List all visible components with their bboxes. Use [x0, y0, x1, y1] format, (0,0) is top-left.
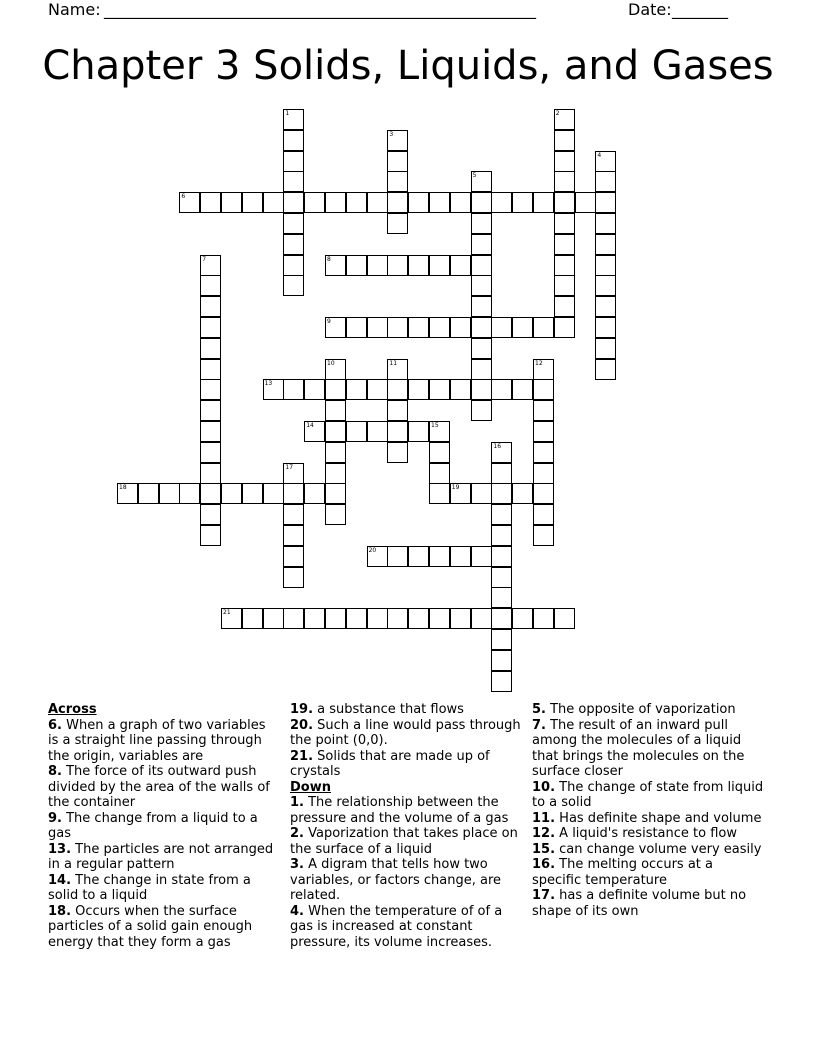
down-clue: [532, 780, 764, 811]
grid-cell[interactable]: [200, 421, 221, 442]
grid-cell[interactable]: [491, 442, 512, 463]
cell-number: 3: [389, 130, 394, 138]
clue-text: The change of state from liquid to a solid: [532, 779, 764, 810]
cell-number: 12: [535, 359, 543, 367]
grid-cell[interactable]: [200, 275, 221, 296]
grid-cell[interactable]: [283, 463, 304, 484]
clue-number: 20.: [290, 717, 314, 733]
grid-cell[interactable]: [325, 359, 346, 380]
grid-cell[interactable]: [408, 546, 429, 567]
grid-cell[interactable]: [491, 192, 512, 213]
grid-cell[interactable]: [387, 255, 408, 276]
grid-cell[interactable]: [491, 525, 512, 546]
across-clue: [290, 718, 522, 749]
clue-text: Vaporization that takes place on the surface of a liquid: [290, 826, 518, 857]
grid-cell[interactable]: [387, 213, 408, 234]
grid-cell[interactable]: [304, 379, 325, 400]
grid-cell[interactable]: [533, 463, 554, 484]
across-clue: [290, 702, 522, 718]
cell-number: 21: [223, 609, 231, 617]
grid-cell[interactable]: [283, 275, 304, 296]
cell-number: 2: [555, 110, 560, 117]
down-clue: [532, 888, 764, 919]
grid-cell[interactable]: [283, 567, 304, 588]
grid-cell[interactable]: [471, 483, 492, 504]
grid-cell[interactable]: [179, 192, 200, 213]
clue-number: 6.: [48, 717, 62, 733]
grid-cell[interactable]: [429, 192, 450, 213]
clue-text: When a graph of two variables is a straight line passing through the origin, variables are: [48, 717, 266, 764]
grid-cell[interactable]: [595, 359, 616, 380]
clue-text: The relationship between the pressure and the volume of a gas: [290, 795, 509, 826]
grid-cell[interactable]: [242, 608, 263, 629]
grid-cell[interactable]: [200, 359, 221, 380]
grid-cell[interactable]: [554, 317, 575, 338]
grid-cell[interactable]: [595, 213, 616, 234]
grid-cell[interactable]: [283, 234, 304, 255]
grid-cell[interactable]: [595, 317, 616, 338]
grid-cell[interactable]: [554, 608, 575, 629]
grid-cell[interactable]: [138, 483, 159, 504]
cell-number: 15: [431, 422, 439, 429]
grid-cell[interactable]: [242, 192, 263, 213]
grid-cell[interactable]: [450, 483, 471, 504]
grid-cell[interactable]: [387, 400, 408, 421]
clue-number: 13.: [48, 841, 72, 857]
grid-cell[interactable]: [346, 317, 367, 338]
grid-cell[interactable]: [471, 171, 492, 192]
grid-cell[interactable]: [304, 192, 325, 213]
grid-cell[interactable]: [263, 608, 284, 629]
clue-number: 12.: [532, 826, 556, 841]
cell-number: 5: [472, 172, 477, 180]
grid-cell[interactable]: [367, 379, 388, 400]
clue-text: A liquid's resistance to flow: [555, 826, 737, 841]
grid-cell[interactable]: [533, 400, 554, 421]
grid-cell[interactable]: [200, 463, 221, 484]
down-clue: [532, 826, 764, 842]
across-clues: [48, 718, 280, 951]
clues-column-2: [290, 702, 522, 950]
grid-cell[interactable]: [283, 255, 304, 276]
grid-cell[interactable]: [304, 608, 325, 629]
grid-cell[interactable]: [595, 338, 616, 359]
grid-cell[interactable]: [263, 379, 284, 400]
clues-column-3: [532, 702, 764, 919]
cell-number: 11: [389, 359, 398, 367]
grid-cell[interactable]: [450, 317, 471, 338]
grid-cell[interactable]: [325, 317, 346, 338]
grid-cell[interactable]: [283, 608, 304, 629]
grid-cell[interactable]: [533, 379, 554, 400]
grid-cell[interactable]: [595, 255, 616, 276]
down-clue: [532, 811, 764, 827]
cell-number: 10: [327, 359, 335, 367]
clue-text: The change from a liquid to a gas: [48, 810, 258, 841]
grid-cell[interactable]: [429, 442, 450, 463]
cell-number: 9: [327, 318, 331, 325]
clue-number: 18.: [48, 903, 72, 919]
grid-cell[interactable]: [179, 483, 200, 504]
grid-cell[interactable]: [387, 317, 408, 338]
cell-number: 20: [368, 546, 377, 554]
grid-cell[interactable]: [408, 379, 429, 400]
clue-number: 2.: [290, 826, 304, 841]
grid-cell[interactable]: [471, 234, 492, 255]
grid-cell[interactable]: [471, 192, 492, 213]
grid-cell[interactable]: [387, 442, 408, 463]
down-clue: [532, 842, 764, 858]
grid-cell[interactable]: [408, 255, 429, 276]
clue-text: Has definite shape and volume: [555, 810, 762, 826]
clue-text: The force of its outward push divided by the area of the walls of the container: [48, 764, 270, 810]
grid-cell[interactable]: [450, 546, 471, 567]
grid-cell[interactable]: [554, 275, 575, 296]
grid-cell[interactable]: [283, 546, 304, 567]
grid-cell[interactable]: [491, 629, 512, 650]
grid-cell[interactable]: [471, 546, 492, 567]
clue-text: The melting occurs at a specific temperature: [532, 857, 713, 888]
grid-cell[interactable]: [471, 317, 492, 338]
grid-cell[interactable]: [554, 255, 575, 276]
grid-cell[interactable]: [283, 171, 304, 192]
across-clue: [48, 904, 280, 951]
grid-cell[interactable]: [387, 151, 408, 172]
grid-cell[interactable]: [346, 608, 367, 629]
down-clue: [532, 718, 764, 780]
grid-cell[interactable]: [512, 192, 533, 213]
grid-cell[interactable]: [554, 234, 575, 255]
grid-cell[interactable]: [387, 421, 408, 442]
grid-cell[interactable]: [533, 525, 554, 546]
grid-cell[interactable]: [595, 151, 616, 172]
grid-cell[interactable]: [325, 400, 346, 421]
grid-cell[interactable]: [200, 255, 221, 276]
grid-cell[interactable]: [387, 379, 408, 400]
grid-cell[interactable]: [387, 546, 408, 567]
grid-cell[interactable]: [200, 338, 221, 359]
grid-cell[interactable]: [221, 483, 242, 504]
across-clue: [48, 842, 280, 873]
clue-number: 3.: [290, 857, 304, 872]
grid-cell[interactable]: [491, 608, 512, 629]
date-field[interactable]: _______: [672, 0, 728, 19]
grid-cell[interactable]: [283, 379, 304, 400]
grid-cell[interactable]: [200, 317, 221, 338]
grid-cell[interactable]: [512, 379, 533, 400]
grid-cell[interactable]: [367, 546, 388, 567]
grid-cell[interactable]: [471, 255, 492, 276]
grid-cell[interactable]: [346, 192, 367, 213]
grid-cell[interactable]: [554, 171, 575, 192]
grid-cell[interactable]: [283, 525, 304, 546]
cell-number: 18: [119, 484, 127, 492]
grid-cell[interactable]: [491, 587, 512, 608]
grid-cell[interactable]: [554, 151, 575, 172]
grid-cell[interactable]: [304, 421, 325, 442]
grid-cell[interactable]: [595, 171, 616, 192]
grid-cell[interactable]: [471, 400, 492, 421]
grid-cell[interactable]: [367, 255, 388, 276]
grid-cell[interactable]: [387, 130, 408, 151]
grid-cell[interactable]: [387, 171, 408, 192]
down-clue: [532, 857, 764, 888]
grid-cell[interactable]: [554, 192, 575, 213]
clue-text: The particles are not arranged in a regular pattern: [48, 841, 274, 872]
clue-text: The opposite of vaporization: [545, 702, 736, 717]
grid-cell[interactable]: [221, 608, 242, 629]
across-clue: [48, 811, 280, 842]
grid-cell[interactable]: [471, 213, 492, 234]
grid-cell[interactable]: [491, 463, 512, 484]
clue-number: 15.: [532, 841, 556, 857]
grid-cell[interactable]: [263, 192, 284, 213]
cell-number: 4: [597, 151, 602, 159]
grid-cell[interactable]: [471, 338, 492, 359]
grid-cell[interactable]: [325, 379, 346, 400]
grid-cell[interactable]: [346, 421, 367, 442]
grid-cell[interactable]: [429, 546, 450, 567]
down-clue: [290, 795, 522, 826]
grid-cell[interactable]: [200, 483, 221, 504]
across-clue: [48, 873, 280, 904]
grid-cell[interactable]: [595, 296, 616, 317]
clue-number: 4.: [290, 903, 304, 919]
grid-cell[interactable]: [304, 483, 325, 504]
grid-cell[interactable]: [408, 421, 429, 442]
clue-text: a substance that flows: [313, 702, 464, 717]
across-clue: [290, 749, 522, 780]
grid-cell[interactable]: [367, 421, 388, 442]
down-clue: [290, 904, 522, 951]
grid-cell[interactable]: [346, 379, 367, 400]
across-clue: [48, 718, 280, 765]
grid-cell[interactable]: [512, 317, 533, 338]
grid-cell[interactable]: [387, 192, 408, 213]
page-title: Chapter 3 Solids, Liquids, and Gases: [42, 43, 774, 89]
grid-cell[interactable]: [533, 483, 554, 504]
grid-cell[interactable]: [450, 192, 471, 213]
grid-cell[interactable]: [595, 192, 616, 213]
clue-text: Such a line would pass through the point (0,0).: [290, 717, 521, 748]
grid-cell[interactable]: [325, 463, 346, 484]
cell-number: 7: [202, 255, 207, 263]
grid-cell[interactable]: [450, 255, 471, 276]
grid-cell[interactable]: [491, 671, 512, 692]
grid-cell[interactable]: [554, 130, 575, 151]
clue-text: A digram that tells how two variables, or factors change, are related.: [290, 857, 502, 903]
cell-number: 17: [285, 463, 294, 471]
grid-cell[interactable]: [325, 421, 346, 442]
down-clues-continued: [532, 702, 764, 919]
grid-cell[interactable]: [533, 421, 554, 442]
grid-cell[interactable]: [325, 255, 346, 276]
grid-cell[interactable]: [471, 359, 492, 380]
cell-number: 8: [327, 255, 331, 263]
down-clue: [290, 857, 522, 904]
grid-cell[interactable]: [491, 546, 512, 567]
grid-cell[interactable]: [325, 504, 346, 525]
grid-cell[interactable]: [346, 255, 367, 276]
grid-cell[interactable]: [450, 608, 471, 629]
cell-number: 16: [493, 442, 502, 450]
cell-number: 14: [306, 422, 314, 429]
clue-text: The result of an inward pull among the molecules of a liquid that brings the molecules on the surface closer: [532, 717, 745, 779]
down-clues: [290, 795, 522, 950]
grid-cell[interactable]: [200, 379, 221, 400]
name-field[interactable]: ______________________________________________________: [104, 0, 536, 19]
grid-cell[interactable]: [491, 567, 512, 588]
across-clues-continued: [290, 702, 522, 780]
grid-cell[interactable]: [367, 317, 388, 338]
cell-number: 6: [181, 193, 186, 201]
clue-number: 7.: [532, 717, 546, 733]
grid-cell[interactable]: [283, 192, 304, 213]
grid-cell[interactable]: [429, 483, 450, 504]
clue-number: 16.: [532, 857, 556, 872]
grid-cell[interactable]: [325, 483, 346, 504]
grid-cell[interactable]: [491, 379, 512, 400]
clues-column-1: [48, 702, 280, 950]
grid-cell[interactable]: [429, 317, 450, 338]
grid-cell[interactable]: [491, 483, 512, 504]
date-label: Date:: [628, 0, 672, 19]
grid-cell[interactable]: [387, 608, 408, 629]
clue-text: can change volume very easily: [555, 841, 762, 857]
grid-cell[interactable]: [471, 296, 492, 317]
clue-number: 11.: [532, 810, 556, 826]
cell-number: 1: [285, 110, 290, 117]
grid-cell[interactable]: [221, 192, 242, 213]
grid-cell[interactable]: [595, 275, 616, 296]
grid-cell[interactable]: [242, 483, 263, 504]
clue-text: Solids that are made up of crystals: [290, 748, 490, 779]
grid-cell[interactable]: [512, 608, 533, 629]
clue-number: 5.: [532, 702, 546, 717]
across-clue: [48, 764, 280, 811]
clue-number: 14.: [48, 872, 72, 888]
grid-cell[interactable]: [200, 442, 221, 463]
clue-number: 9.: [48, 810, 62, 826]
clue-text: The change in state from a solid to a liquid: [48, 872, 251, 903]
grid-cell[interactable]: [408, 192, 429, 213]
grid-cell[interactable]: [533, 317, 554, 338]
clue-number: 10.: [532, 779, 556, 795]
clue-number: 8.: [48, 764, 62, 779]
grid-cell[interactable]: [575, 192, 596, 213]
grid-cell[interactable]: [491, 504, 512, 525]
grid-cell[interactable]: [200, 504, 221, 525]
grid-cell[interactable]: [533, 192, 554, 213]
grid-cell[interactable]: [554, 109, 575, 130]
grid-cell[interactable]: [533, 442, 554, 463]
grid-cell[interactable]: [263, 483, 284, 504]
clue-number: 17.: [532, 888, 556, 903]
grid-cell[interactable]: [429, 379, 450, 400]
grid-cell[interactable]: [283, 504, 304, 525]
grid-cell[interactable]: [491, 650, 512, 671]
across-heading: Across: [48, 702, 97, 717]
clue-number: 21.: [290, 748, 314, 764]
grid-cell[interactable]: [408, 608, 429, 629]
grid-cell[interactable]: [387, 359, 408, 380]
grid-cell[interactable]: [471, 608, 492, 629]
grid-cell[interactable]: [367, 192, 388, 213]
down-heading: Down: [290, 779, 331, 795]
clue-number: 1.: [290, 795, 304, 810]
clue-text: When the temperature of of a gas is increased at constant pressure, its volume increases.: [290, 903, 503, 950]
grid-cell[interactable]: [283, 151, 304, 172]
grid-cell[interactable]: [429, 421, 450, 442]
grid-cell[interactable]: [595, 234, 616, 255]
grid-cell[interactable]: [471, 379, 492, 400]
grid-cell[interactable]: [325, 442, 346, 463]
grid-cell[interactable]: [200, 525, 221, 546]
grid-cell[interactable]: [283, 109, 304, 130]
grid-cell[interactable]: [408, 317, 429, 338]
down-clue: [532, 702, 764, 718]
grid-cell[interactable]: [283, 483, 304, 504]
grid-cell[interactable]: [283, 130, 304, 151]
cell-number: 19: [451, 484, 460, 492]
grid-cell[interactable]: [429, 463, 450, 484]
grid-cell[interactable]: [533, 608, 554, 629]
grid-cell[interactable]: [450, 379, 471, 400]
grid-cell[interactable]: [429, 608, 450, 629]
down-clue: [290, 826, 522, 857]
grid-cell[interactable]: [159, 483, 180, 504]
grid-cell[interactable]: [325, 608, 346, 629]
grid-cell[interactable]: [471, 275, 492, 296]
grid-cell[interactable]: [325, 192, 346, 213]
clue-text: Occurs when the surface particles of a solid gain enough energy that they form a gas: [48, 903, 253, 950]
grid-cell[interactable]: [533, 359, 554, 380]
grid-cell[interactable]: [491, 317, 512, 338]
grid-cell[interactable]: [367, 608, 388, 629]
clue-text: has a definite volume but no shape of its own: [532, 888, 747, 919]
clue-number: 19.: [290, 702, 314, 717]
grid-cell[interactable]: [200, 400, 221, 421]
grid-cell[interactable]: [533, 504, 554, 525]
grid-cell[interactable]: [283, 213, 304, 234]
grid-cell[interactable]: [117, 483, 138, 504]
grid-cell[interactable]: [554, 296, 575, 317]
grid-cell[interactable]: [554, 213, 575, 234]
grid-cell[interactable]: [200, 296, 221, 317]
name-label: Name:: [48, 0, 101, 19]
grid-cell[interactable]: [429, 255, 450, 276]
grid-cell[interactable]: [512, 483, 533, 504]
cell-number: 13: [264, 380, 273, 388]
grid-cell[interactable]: [200, 192, 221, 213]
